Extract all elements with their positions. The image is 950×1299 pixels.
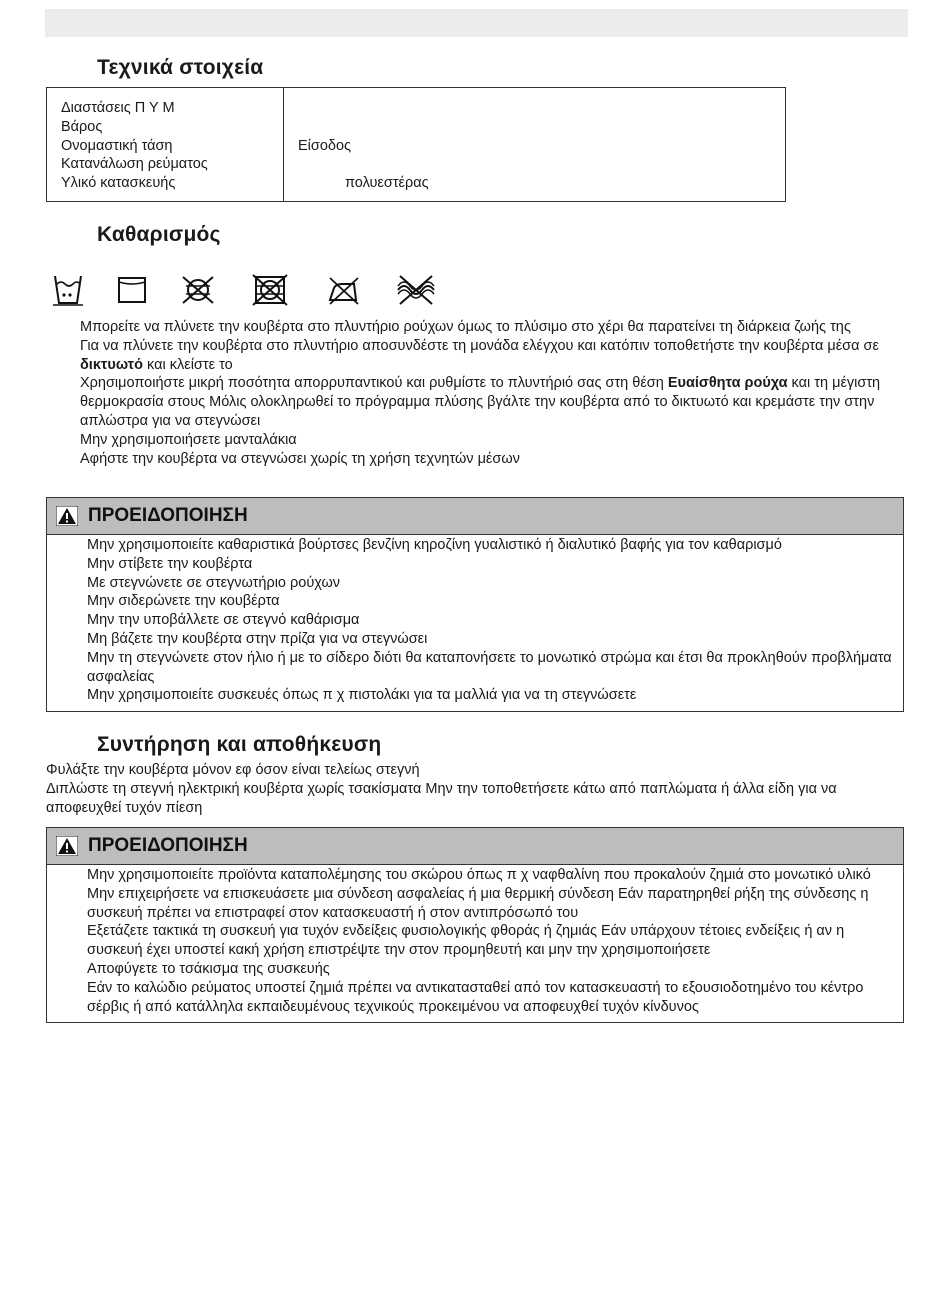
- specs-title: Τεχνικά στοιχεία: [97, 56, 264, 79]
- spec-value-material: πολυεστέρας: [345, 175, 429, 192]
- spec-value-voltage: Είσοδος: [298, 137, 352, 154]
- cleaning-paragraph-3-text-a: Χρησιμοποιήστε μικρή ποσότητα απορρυπαντικού και ρυθμίστε το πλυντήριό σας στη θέση: [80, 375, 668, 392]
- specs-table-divider: [283, 88, 284, 201]
- cleaning-paragraph-2: [80, 337, 906, 375]
- warning-header: [47, 828, 903, 865]
- no-dry-clean-icon: [250, 272, 290, 308]
- warning-item: Μην την υποβάλλετε σε στεγνό καθάρισμα: [87, 612, 360, 629]
- cleaning-paragraph-3-bold: Ευαίσθητα ρούχα: [667, 375, 788, 392]
- specs-table: [46, 87, 786, 202]
- warning-list: [47, 865, 903, 1022]
- cleaning-paragraph-2-bold: δικτυωτό: [80, 356, 143, 373]
- page-header-bar: [45, 9, 908, 37]
- warning-triangle-icon: [56, 506, 78, 526]
- warning-item: Με στεγνώνετε σε στεγνωτήριο ρούχων: [87, 574, 341, 591]
- no-bleach-icon: [180, 272, 216, 308]
- warning-item: Μην τη στεγνώνετε στον ήλιο ή με το σίδερο διότι θα καταπονήσετε το μονωτικό στρώμα και έτσι θα προκληθούν προβλήματα ασφαλείας: [87, 649, 892, 685]
- warning-item: Μην στίβετε την κουβέρτα: [87, 555, 253, 572]
- storage-instructions: [46, 761, 904, 817]
- spec-value-weight: [298, 118, 429, 137]
- warning-title: ΠΡΟΕΙΔΟΠΟΙΗΣΗ: [88, 505, 248, 526]
- warning-item: Εάν το καλώδιο ρεύματος υποστεί ζημιά πρέπει να αντικατασταθεί από τον κατασκευαστή το εξουσιοδοτημένο του κέντρο σέρβις ή από κατάλληλα εκπαιδευμένους τεχνικούς προκειμένου να αποφευχθεί τυχόν κίνδυνος: [87, 979, 864, 1015]
- warning-item: Εξετάζετε τακτικά τη συσκευή για τυχόν ενδείξεις φυσιολογικής φθοράς ή ζημιάς Εάν υπάρχουν τέτοιες ενδείξεις ή αν η συσκευή έχει υποστεί κακή χρήση επιστρέψτε την στον προμηθευτή και μην την χρησιμοποιήσετε: [87, 923, 845, 959]
- cleaning-instructions: [80, 318, 906, 468]
- spec-label-voltage: Ονομαστική τάση: [61, 137, 173, 154]
- cleaning-paragraph-2-text-a: Για να πλύνετε την κουβέρτα στο πλυντήριο αποσυνδέστε τη μονάδα ελέγχου και κατόπιν τοποθετήστε την κουβέρτα μέσα σε: [80, 337, 879, 354]
- hand-wash-icon: [52, 272, 84, 308]
- spec-label-dimensions: Διαστάσεις Π Υ Μ: [61, 100, 175, 116]
- warning-header: [47, 498, 903, 535]
- warning-item: Μη βάζετε την κουβέρτα στην πρίζα για να στεγνώσει: [87, 630, 428, 647]
- warning-item: Μην σιδερώνετε την κουβέρτα: [87, 593, 280, 610]
- warning-box-cleaning: [46, 497, 904, 712]
- warning-list: [47, 535, 903, 711]
- cleaning-paragraph-2-text-c: και κλείστε το: [143, 356, 233, 373]
- warning-item: Μην επιχειρήσετε να επισκευάσετε μια σύνδεση ασφαλείας ή μια θερμική σύνδεση Εάν παρατηρηθεί ρήξη της σύνδεσης η συσκευή πρέπει να επιστραφεί στον κατασκευαστή ή στον αντιπρόσωπό του: [87, 885, 869, 921]
- cleaning-paragraph-5: Αφήστε την κουβέρτα να στεγνώσει χωρίς τη χρήση τεχνητών μέσων: [80, 450, 520, 467]
- storage-line-1: Φυλάξτε την κουβέρτα μόνον εφ όσον είναι τελείως στεγνή: [46, 762, 420, 778]
- storage-title: Συντήρηση και αποθήκευση: [97, 733, 382, 756]
- warning-box-storage: [46, 827, 904, 1023]
- spec-label-power: Κατανάλωση ρεύματος: [61, 156, 208, 173]
- storage-line-2: Διπλώστε τη στεγνή ηλεκτρική κουβέρτα χωρίς τσακίσματα Μην την τοποθετήσετε κάτω από παπλώματα ή άλλα είδη για να αποφευχθεί τυχόν πίεση: [46, 780, 837, 816]
- no-iron-icon: [326, 272, 362, 308]
- specs-labels: [61, 99, 208, 193]
- cleaning-paragraph-3: [80, 374, 906, 430]
- cleaning-paragraph-1: Μπορείτε να πλύνετε την κουβέρτα στο πλυντήριο ρούχων όμως το πλύσιμο στο χέρι θα παρατείνει τη διάρκεια ζωής της: [80, 319, 851, 335]
- spec-label-material: Υλικό κατασκευής: [61, 175, 176, 192]
- warning-item: Αποφύγετε το τσάκισμα της συσκευής: [87, 960, 330, 977]
- no-wring-icon: [394, 272, 438, 308]
- specs-values: [298, 99, 429, 193]
- warning-item: Μην χρησιμοποιείτε προϊόντα καταπολέμησης του σκώρου όπως π χ ναφθαλίνη που προκαλούν ζημιά στο μονωτικό υλικό: [87, 867, 871, 883]
- no-tumble-dry-icon: [116, 272, 148, 308]
- spec-value-power: [298, 155, 429, 174]
- cleaning-paragraph-4: Μην χρησιμοποιήσετε μανταλάκια: [80, 431, 297, 448]
- spec-value-dimensions: [298, 99, 429, 118]
- warning-triangle-icon: [56, 836, 78, 856]
- cleaning-title: Καθαρισμός: [97, 223, 221, 246]
- spec-label-weight: Βάρος: [61, 118, 103, 135]
- cleaning-paragraph-3-text-c: και τη μέγιστη θερμοκρασία στους Μόλις ολοκληρωθεί το πρόγραμμα πλύσης βγάλτε την κουβέρτα από το δικτυωτό και κρεμάστε την στην απλώστρα για να στεγνώσει: [80, 375, 881, 429]
- warning-title: ΠΡΟΕΙΔΟΠΟΙΗΣΗ: [88, 835, 248, 856]
- warning-item: Μην χρησιμοποιείτε καθαριστικά βούρτσες βενζίνη κηροζίνη γυαλιστικό ή διαλυτικό βαφής για τον καθαρισμό: [87, 537, 782, 553]
- warning-item: Μην χρησιμοποιείτε συσκευές όπως π χ πιστολάκι για τα μαλλιά για να τη στεγνώσετε: [87, 687, 637, 704]
